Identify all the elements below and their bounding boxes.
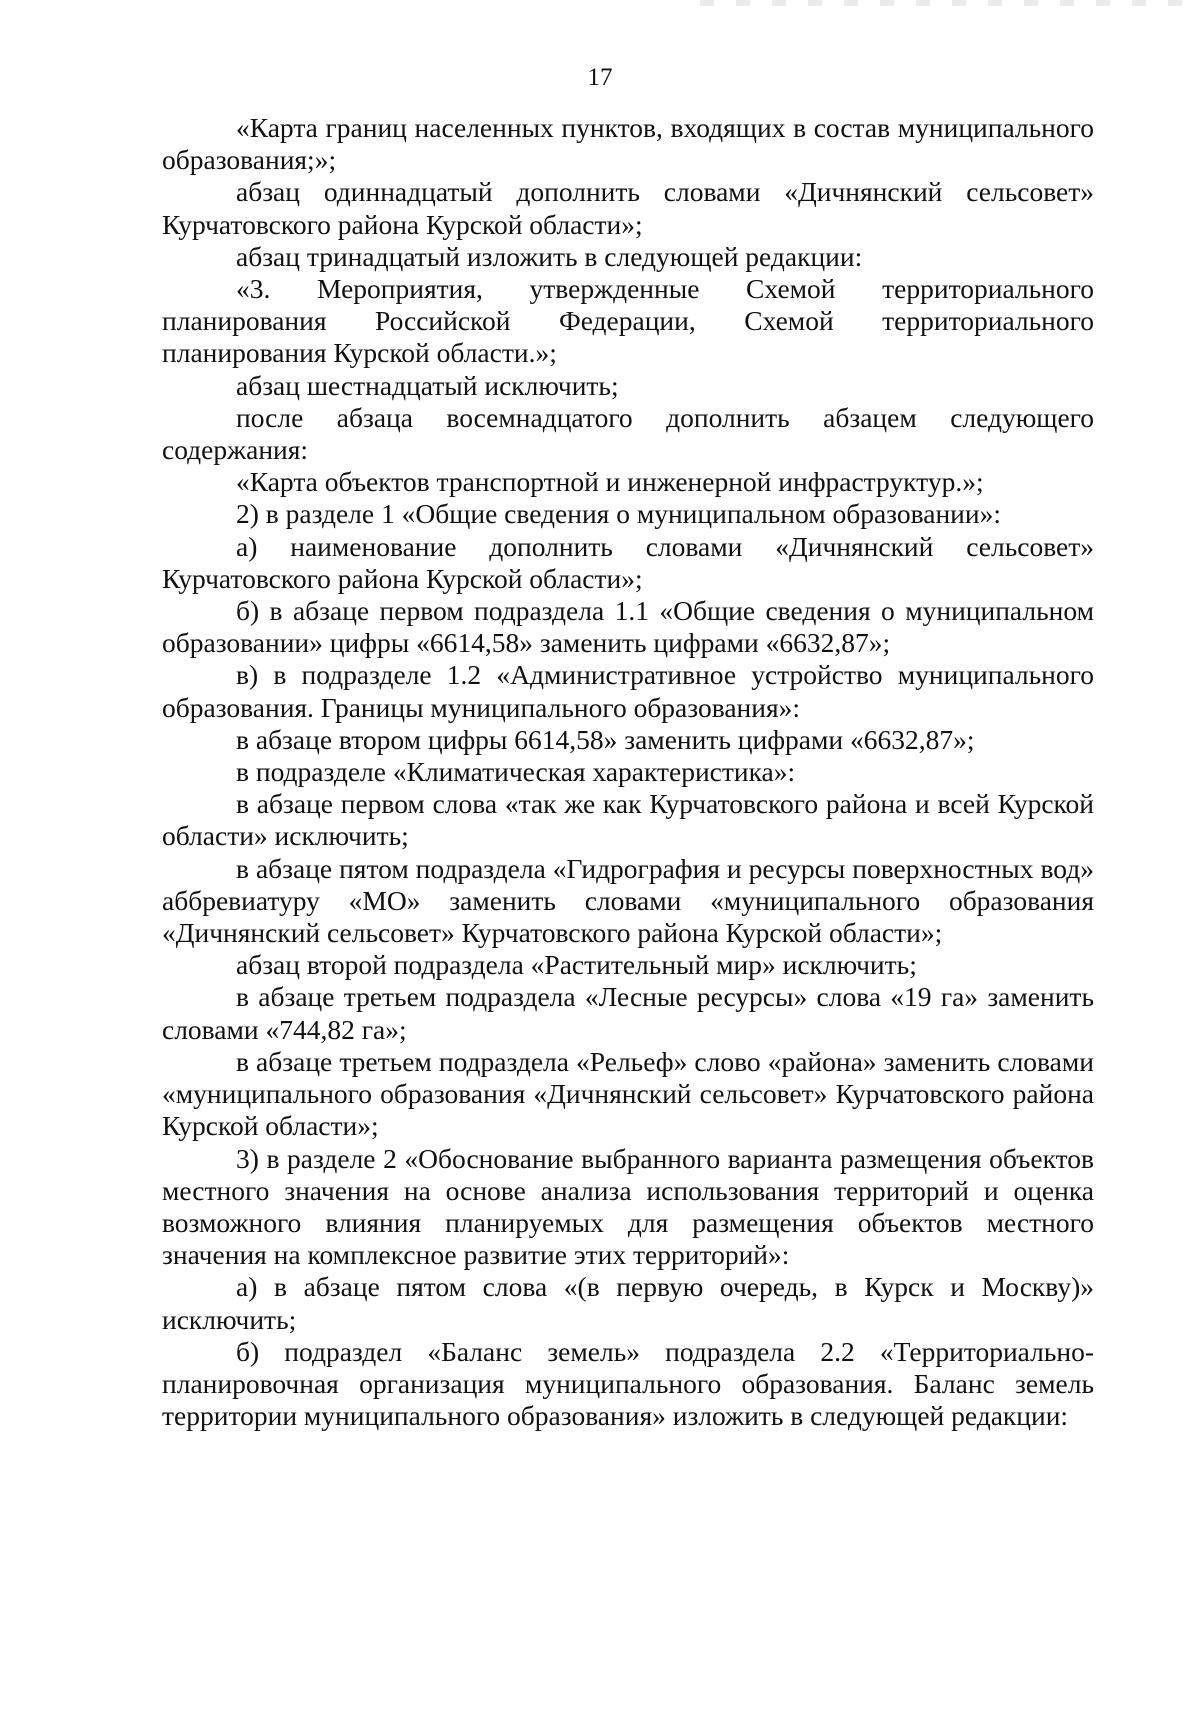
scan-artifact xyxy=(700,0,1200,6)
paragraph: в подразделе «Климатическая характеристика»: xyxy=(236,756,796,788)
paragraph: «3. Мероприятия, утвержденные Схемой территориального планирования Российской Федерации, Схемой территориального планирования Курской области.»; xyxy=(162,273,1094,369)
paragraph: в абзаце третьем подраздела «Рельеф» слово «района» заменить словами «муниципального образования «Дичнянский сельсовет» Курчатовского района Курской области»; xyxy=(162,1045,1094,1142)
paragraph: а) наименование дополнить словами «Дичнянский сельсовет» Курчатовского района Курской области»; xyxy=(162,530,1094,594)
paragraph: в) в подразделе 1.2 «Административное устройство муниципального образования. Границы муниципального образования»: xyxy=(162,659,1094,723)
paragraph: в абзаце первом слова «так же как Курчатовского района и всей Курской области» исключить; xyxy=(162,788,1094,852)
paragraph: в абзаце втором цифры 6614,58» заменить цифрами «6632,87»; xyxy=(236,723,975,755)
paragraph: 3) в разделе 2 «Обоснование выбранного варианта размещения объектов местного значения на основе анализа использования территорий и оценка возможного влияния планируемых для размещения объектов местного значения на комплексное развитие этих территорий»: xyxy=(162,1142,1094,1271)
paragraph: «Карта границ населенных пунктов, входящих в состав муниципального образования;»; xyxy=(162,112,1094,176)
document-body xyxy=(162,112,1094,1432)
paragraph: в абзаце третьем подраздела «Лесные ресурсы» слова «19 га» заменить словами «744,82 га»; xyxy=(162,981,1094,1045)
paragraph: б) подраздел «Баланс земель» подраздела 2.2 «Территориально-планировочная организация муниципального образования. Баланс земель территории муниципального образования» изложить в следующей редакции: xyxy=(162,1335,1094,1432)
page-number: 17 xyxy=(587,64,613,91)
paragraph: абзац одиннадцатый дополнить словами «Дичнянский сельсовет» Курчатовского района Курской области»; xyxy=(162,176,1094,240)
paragraph: после абзаца восемнадцатого дополнить абзацем следующего содержания: xyxy=(162,401,1094,466)
paragraph: б) в абзаце первом подраздела 1.1 «Общие сведения о муниципальном образовании» цифры «6614,58» заменить цифрами «6632,87»; xyxy=(162,595,1094,659)
paragraph: 2) в разделе 1 «Общие сведения о муниципальном образовании»: xyxy=(236,498,1002,530)
paragraph: «Карта объектов транспортной и инженерной инфраструктур.»; xyxy=(236,466,984,498)
paragraph: в абзаце пятом подраздела «Гидрография и ресурсы поверхностных вод» аббревиатуру «МО» заменить словами «муниципального образования «Дичнянский сельсовет» Курчатовского района Курской области»; xyxy=(162,852,1094,949)
paragraph: абзац второй подраздела «Растительный мир» исключить; xyxy=(236,949,917,981)
paragraph: абзац тринадцатый изложить в следующей редакции: xyxy=(236,240,863,272)
paragraph: а) в абзаце пятом слова «(в первую очередь, в Курск и Москву)» исключить; xyxy=(162,1271,1094,1335)
paragraph: абзац шестнадцатый исключить; xyxy=(236,369,619,401)
